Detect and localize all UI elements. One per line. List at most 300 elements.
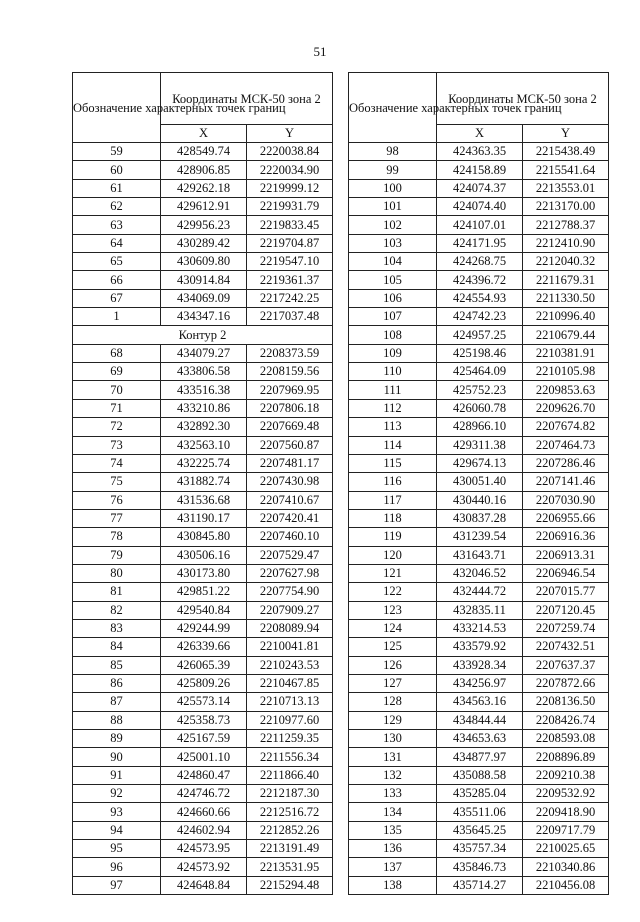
table-row bbox=[73, 748, 333, 766]
x-coordinate: 432046.52 bbox=[437, 564, 523, 582]
table-row bbox=[73, 546, 333, 564]
table-row bbox=[349, 821, 609, 839]
point-number: 77 bbox=[73, 509, 161, 527]
x-coordinate: 424268.75 bbox=[437, 253, 523, 271]
y-coordinate: 2217242.25 bbox=[247, 289, 333, 307]
y-coordinate: 2212788.37 bbox=[523, 216, 609, 234]
point-number: 82 bbox=[73, 601, 161, 619]
y-coordinate: 2207754.90 bbox=[247, 583, 333, 601]
header-y-label: Y bbox=[247, 125, 333, 143]
x-coordinate: 435511.06 bbox=[437, 803, 523, 821]
point-number: 98 bbox=[349, 143, 437, 161]
point-number: 125 bbox=[349, 638, 437, 656]
y-coordinate: 2207627.98 bbox=[247, 564, 333, 582]
point-number: 68 bbox=[73, 344, 161, 362]
point-number: 105 bbox=[349, 271, 437, 289]
y-coordinate: 2215294.48 bbox=[247, 876, 333, 894]
x-coordinate: 430914.84 bbox=[161, 271, 247, 289]
x-coordinate: 424363.35 bbox=[437, 143, 523, 161]
point-number: 85 bbox=[73, 656, 161, 674]
table-row bbox=[73, 473, 333, 491]
point-number: 116 bbox=[349, 473, 437, 491]
x-coordinate: 424107.01 bbox=[437, 216, 523, 234]
table-row bbox=[349, 143, 609, 161]
point-number: 95 bbox=[73, 840, 161, 858]
point-number: 126 bbox=[349, 656, 437, 674]
y-coordinate: 2207120.45 bbox=[523, 601, 609, 619]
point-number: 80 bbox=[73, 564, 161, 582]
y-coordinate: 2207430.98 bbox=[247, 473, 333, 491]
table-row bbox=[73, 583, 333, 601]
y-coordinate: 2210996.40 bbox=[523, 308, 609, 326]
table-row bbox=[73, 619, 333, 637]
table-row bbox=[349, 564, 609, 582]
table-row bbox=[73, 234, 333, 252]
x-coordinate: 433806.58 bbox=[161, 363, 247, 381]
x-coordinate: 424746.72 bbox=[161, 785, 247, 803]
y-coordinate: 2211330.50 bbox=[523, 289, 609, 307]
point-number: 73 bbox=[73, 436, 161, 454]
y-coordinate: 2207637.37 bbox=[523, 656, 609, 674]
point-number: 69 bbox=[73, 363, 161, 381]
point-number: 135 bbox=[349, 821, 437, 839]
x-coordinate: 425198.46 bbox=[437, 344, 523, 362]
point-number: 103 bbox=[349, 234, 437, 252]
x-coordinate: 424573.95 bbox=[161, 840, 247, 858]
y-coordinate: 2209853.63 bbox=[523, 381, 609, 399]
point-number: 109 bbox=[349, 344, 437, 362]
point-number: 114 bbox=[349, 436, 437, 454]
x-coordinate: 424648.84 bbox=[161, 876, 247, 894]
table-row bbox=[73, 491, 333, 509]
page-number: 51 bbox=[313, 44, 327, 59]
table-row bbox=[349, 234, 609, 252]
point-number: 121 bbox=[349, 564, 437, 582]
point-number: 66 bbox=[73, 271, 161, 289]
point-number: 136 bbox=[349, 840, 437, 858]
y-coordinate: 2209532.92 bbox=[523, 785, 609, 803]
x-coordinate: 424957.25 bbox=[437, 326, 523, 344]
y-coordinate: 2219833.45 bbox=[247, 216, 333, 234]
y-coordinate: 2208896.89 bbox=[523, 748, 609, 766]
y-coordinate: 2206913.31 bbox=[523, 546, 609, 564]
table-row bbox=[349, 454, 609, 472]
point-number: 70 bbox=[73, 381, 161, 399]
point-number: 65 bbox=[73, 253, 161, 271]
y-coordinate: 2208089.94 bbox=[247, 619, 333, 637]
point-number: 81 bbox=[73, 583, 161, 601]
x-coordinate: 429612.91 bbox=[161, 198, 247, 216]
y-coordinate: 2207872.66 bbox=[523, 674, 609, 692]
point-number: 110 bbox=[349, 363, 437, 381]
point-number: 72 bbox=[73, 418, 161, 436]
point-number: 131 bbox=[349, 748, 437, 766]
x-coordinate: 435285.04 bbox=[437, 785, 523, 803]
y-coordinate: 2211556.34 bbox=[247, 748, 333, 766]
point-number: 61 bbox=[73, 179, 161, 197]
table-body-right bbox=[349, 143, 609, 895]
y-coordinate: 2210977.60 bbox=[247, 711, 333, 729]
x-coordinate: 432835.11 bbox=[437, 601, 523, 619]
point-number: 115 bbox=[349, 454, 437, 472]
table-row bbox=[349, 730, 609, 748]
header-coords-label: Координаты МСК-50 зона 2 bbox=[437, 73, 609, 125]
header-point-label: Обозначение характерных точек границ bbox=[73, 73, 161, 143]
x-coordinate: 435846.73 bbox=[437, 858, 523, 876]
table-row bbox=[349, 308, 609, 326]
table-row bbox=[73, 198, 333, 216]
point-number: 97 bbox=[73, 876, 161, 894]
x-coordinate: 430440.16 bbox=[437, 491, 523, 509]
table-row bbox=[349, 840, 609, 858]
header-coords-label: Координаты МСК-50 зона 2 bbox=[161, 73, 333, 125]
table-row bbox=[73, 674, 333, 692]
table-row bbox=[73, 509, 333, 527]
y-coordinate: 2210340.86 bbox=[523, 858, 609, 876]
point-number: 87 bbox=[73, 693, 161, 711]
x-coordinate: 425001.10 bbox=[161, 748, 247, 766]
x-coordinate: 431239.54 bbox=[437, 528, 523, 546]
table-row bbox=[73, 693, 333, 711]
x-coordinate: 435714.27 bbox=[437, 876, 523, 894]
point-number: 59 bbox=[73, 143, 161, 161]
y-coordinate: 2212516.72 bbox=[247, 803, 333, 821]
x-coordinate: 426339.66 bbox=[161, 638, 247, 656]
table-row bbox=[349, 583, 609, 601]
y-coordinate: 2210381.91 bbox=[523, 344, 609, 362]
x-coordinate: 424860.47 bbox=[161, 766, 247, 784]
y-coordinate: 2210025.65 bbox=[523, 840, 609, 858]
table-row bbox=[349, 509, 609, 527]
y-coordinate: 2219931.79 bbox=[247, 198, 333, 216]
y-coordinate: 2209210.38 bbox=[523, 766, 609, 784]
x-coordinate: 434256.97 bbox=[437, 674, 523, 692]
x-coordinate: 425573.14 bbox=[161, 693, 247, 711]
y-coordinate: 2207464.73 bbox=[523, 436, 609, 454]
point-number: 86 bbox=[73, 674, 161, 692]
table-row bbox=[73, 766, 333, 784]
point-number: 104 bbox=[349, 253, 437, 271]
table-row bbox=[349, 858, 609, 876]
table-row bbox=[349, 876, 609, 894]
x-coordinate: 432225.74 bbox=[161, 454, 247, 472]
point-number: 108 bbox=[349, 326, 437, 344]
y-coordinate: 2210456.08 bbox=[523, 876, 609, 894]
y-coordinate: 2208373.59 bbox=[247, 344, 333, 362]
table-row bbox=[349, 546, 609, 564]
point-number: 96 bbox=[73, 858, 161, 876]
point-number: 89 bbox=[73, 730, 161, 748]
header-y-label: Y bbox=[523, 125, 609, 143]
y-coordinate: 2211259.35 bbox=[247, 730, 333, 748]
y-coordinate: 2219704.87 bbox=[247, 234, 333, 252]
y-coordinate: 2207420.41 bbox=[247, 509, 333, 527]
y-coordinate: 2210467.85 bbox=[247, 674, 333, 692]
y-coordinate: 2219547.10 bbox=[247, 253, 333, 271]
x-coordinate: 435645.25 bbox=[437, 821, 523, 839]
y-coordinate: 2212040.32 bbox=[523, 253, 609, 271]
section-label: Контур 2 bbox=[73, 326, 333, 344]
y-coordinate: 2219361.37 bbox=[247, 271, 333, 289]
x-coordinate: 424660.66 bbox=[161, 803, 247, 821]
x-coordinate: 424573.92 bbox=[161, 858, 247, 876]
table-row bbox=[349, 289, 609, 307]
point-number: 117 bbox=[349, 491, 437, 509]
x-coordinate: 431882.74 bbox=[161, 473, 247, 491]
table-row bbox=[349, 326, 609, 344]
point-number: 79 bbox=[73, 546, 161, 564]
x-coordinate: 433210.86 bbox=[161, 399, 247, 417]
table-row bbox=[349, 179, 609, 197]
y-coordinate: 2212852.26 bbox=[247, 821, 333, 839]
point-number: 132 bbox=[349, 766, 437, 784]
table-row bbox=[73, 308, 333, 326]
table-row bbox=[73, 876, 333, 894]
x-coordinate: 424171.95 bbox=[437, 234, 523, 252]
point-number: 119 bbox=[349, 528, 437, 546]
y-coordinate: 2211679.31 bbox=[523, 271, 609, 289]
x-coordinate: 430609.80 bbox=[161, 253, 247, 271]
y-coordinate: 2220034.90 bbox=[247, 161, 333, 179]
section-row bbox=[73, 326, 333, 344]
table-row bbox=[349, 344, 609, 362]
x-coordinate: 433214.53 bbox=[437, 619, 523, 637]
x-coordinate: 434563.16 bbox=[437, 693, 523, 711]
y-coordinate: 2207669.48 bbox=[247, 418, 333, 436]
point-number: 76 bbox=[73, 491, 161, 509]
point-number: 133 bbox=[349, 785, 437, 803]
point-number: 107 bbox=[349, 308, 437, 326]
x-coordinate: 425464.09 bbox=[437, 363, 523, 381]
point-number: 124 bbox=[349, 619, 437, 637]
table-row bbox=[73, 418, 333, 436]
x-coordinate: 433928.34 bbox=[437, 656, 523, 674]
table-row bbox=[349, 363, 609, 381]
x-coordinate: 434347.16 bbox=[161, 308, 247, 326]
header-point-label: Обозначение характерных точек границ bbox=[349, 73, 437, 143]
point-number: 118 bbox=[349, 509, 437, 527]
table-row bbox=[73, 564, 333, 582]
point-number: 134 bbox=[349, 803, 437, 821]
point-number: 130 bbox=[349, 730, 437, 748]
x-coordinate: 426065.39 bbox=[161, 656, 247, 674]
point-number: 106 bbox=[349, 289, 437, 307]
y-coordinate: 2206916.36 bbox=[523, 528, 609, 546]
table-row bbox=[73, 528, 333, 546]
x-coordinate: 430837.28 bbox=[437, 509, 523, 527]
table-row bbox=[73, 840, 333, 858]
x-coordinate: 429244.99 bbox=[161, 619, 247, 637]
x-coordinate: 424074.37 bbox=[437, 179, 523, 197]
table-row bbox=[73, 803, 333, 821]
point-number: 120 bbox=[349, 546, 437, 564]
y-coordinate: 2209717.79 bbox=[523, 821, 609, 839]
y-coordinate: 2207969.95 bbox=[247, 381, 333, 399]
table-row bbox=[73, 454, 333, 472]
x-coordinate: 424396.72 bbox=[437, 271, 523, 289]
table-row bbox=[349, 674, 609, 692]
table-row bbox=[349, 253, 609, 271]
x-coordinate: 424074.40 bbox=[437, 198, 523, 216]
y-coordinate: 2207674.82 bbox=[523, 418, 609, 436]
table-row bbox=[349, 803, 609, 821]
x-coordinate: 430173.80 bbox=[161, 564, 247, 582]
point-number: 92 bbox=[73, 785, 161, 803]
x-coordinate: 435757.34 bbox=[437, 840, 523, 858]
y-coordinate: 2207015.77 bbox=[523, 583, 609, 601]
x-coordinate: 431190.17 bbox=[161, 509, 247, 527]
table-row bbox=[349, 161, 609, 179]
y-coordinate: 2210679.44 bbox=[523, 326, 609, 344]
table-row bbox=[73, 216, 333, 234]
y-coordinate: 2206955.66 bbox=[523, 509, 609, 527]
x-coordinate: 434653.63 bbox=[437, 730, 523, 748]
y-coordinate: 2210105.98 bbox=[523, 363, 609, 381]
y-coordinate: 2207909.27 bbox=[247, 601, 333, 619]
y-coordinate: 2219999.12 bbox=[247, 179, 333, 197]
table-row bbox=[349, 785, 609, 803]
table-row bbox=[73, 161, 333, 179]
table-row bbox=[73, 289, 333, 307]
point-number: 112 bbox=[349, 399, 437, 417]
table-row bbox=[73, 711, 333, 729]
point-number: 74 bbox=[73, 454, 161, 472]
y-coordinate: 2207410.67 bbox=[247, 491, 333, 509]
x-coordinate: 424742.23 bbox=[437, 308, 523, 326]
point-number: 138 bbox=[349, 876, 437, 894]
table-row bbox=[349, 271, 609, 289]
point-number: 64 bbox=[73, 234, 161, 252]
point-number: 78 bbox=[73, 528, 161, 546]
x-coordinate: 432563.10 bbox=[161, 436, 247, 454]
x-coordinate: 425167.59 bbox=[161, 730, 247, 748]
coordinates-table-left bbox=[72, 72, 333, 895]
x-coordinate: 426060.78 bbox=[437, 399, 523, 417]
point-number: 90 bbox=[73, 748, 161, 766]
y-coordinate: 2208136.50 bbox=[523, 693, 609, 711]
y-coordinate: 2208593.08 bbox=[523, 730, 609, 748]
table-row bbox=[349, 656, 609, 674]
y-coordinate: 2207481.17 bbox=[247, 454, 333, 472]
x-coordinate: 425752.23 bbox=[437, 381, 523, 399]
x-coordinate: 430051.40 bbox=[437, 473, 523, 491]
y-coordinate: 2206946.54 bbox=[523, 564, 609, 582]
point-number: 129 bbox=[349, 711, 437, 729]
table-row bbox=[349, 491, 609, 509]
point-number: 84 bbox=[73, 638, 161, 656]
table-row bbox=[349, 766, 609, 784]
y-coordinate: 2207529.47 bbox=[247, 546, 333, 564]
table-row bbox=[73, 858, 333, 876]
y-coordinate: 2210243.53 bbox=[247, 656, 333, 674]
x-coordinate: 429262.18 bbox=[161, 179, 247, 197]
x-coordinate: 435088.58 bbox=[437, 766, 523, 784]
table-row bbox=[73, 730, 333, 748]
y-coordinate: 2207259.74 bbox=[523, 619, 609, 637]
table-row bbox=[73, 179, 333, 197]
x-coordinate: 429674.13 bbox=[437, 454, 523, 472]
table-row bbox=[349, 198, 609, 216]
x-coordinate: 430506.16 bbox=[161, 546, 247, 564]
point-number: 83 bbox=[73, 619, 161, 637]
y-coordinate: 2210041.81 bbox=[247, 638, 333, 656]
x-coordinate: 432892.30 bbox=[161, 418, 247, 436]
point-number: 88 bbox=[73, 711, 161, 729]
y-coordinate: 2213531.95 bbox=[247, 858, 333, 876]
x-coordinate: 428906.85 bbox=[161, 161, 247, 179]
point-number: 128 bbox=[349, 693, 437, 711]
table-row bbox=[73, 785, 333, 803]
x-coordinate: 428549.74 bbox=[161, 143, 247, 161]
table-row bbox=[349, 216, 609, 234]
table-row bbox=[349, 693, 609, 711]
table-row bbox=[349, 399, 609, 417]
point-number: 94 bbox=[73, 821, 161, 839]
x-coordinate: 429851.22 bbox=[161, 583, 247, 601]
x-coordinate: 433579.92 bbox=[437, 638, 523, 656]
point-number: 113 bbox=[349, 418, 437, 436]
table-row bbox=[73, 253, 333, 271]
y-coordinate: 2207560.87 bbox=[247, 436, 333, 454]
x-coordinate: 424602.94 bbox=[161, 821, 247, 839]
point-number: 63 bbox=[73, 216, 161, 234]
table-row bbox=[73, 601, 333, 619]
x-coordinate: 431536.68 bbox=[161, 491, 247, 509]
x-coordinate: 430289.42 bbox=[161, 234, 247, 252]
table-row bbox=[349, 473, 609, 491]
table-row bbox=[73, 344, 333, 362]
table-row bbox=[349, 381, 609, 399]
table-row bbox=[73, 399, 333, 417]
y-coordinate: 2220038.84 bbox=[247, 143, 333, 161]
table-row bbox=[73, 363, 333, 381]
y-coordinate: 2207432.51 bbox=[523, 638, 609, 656]
point-number: 102 bbox=[349, 216, 437, 234]
coordinates-table-right bbox=[348, 72, 609, 895]
table-row bbox=[349, 418, 609, 436]
table-row bbox=[73, 638, 333, 656]
header-x-label: X bbox=[437, 125, 523, 143]
point-number: 101 bbox=[349, 198, 437, 216]
x-coordinate: 434069.09 bbox=[161, 289, 247, 307]
y-coordinate: 2211866.40 bbox=[247, 766, 333, 784]
y-coordinate: 2213191.49 bbox=[247, 840, 333, 858]
table-row bbox=[349, 436, 609, 454]
table-row bbox=[349, 601, 609, 619]
y-coordinate: 2210713.13 bbox=[247, 693, 333, 711]
y-coordinate: 2209418.90 bbox=[523, 803, 609, 821]
point-number: 122 bbox=[349, 583, 437, 601]
table-row bbox=[73, 436, 333, 454]
y-coordinate: 2215541.64 bbox=[523, 161, 609, 179]
x-coordinate: 432444.72 bbox=[437, 583, 523, 601]
y-coordinate: 2208159.56 bbox=[247, 363, 333, 381]
y-coordinate: 2212410.90 bbox=[523, 234, 609, 252]
table-row bbox=[73, 271, 333, 289]
y-coordinate: 2209626.70 bbox=[523, 399, 609, 417]
table-body-left bbox=[73, 143, 333, 895]
point-number: 71 bbox=[73, 399, 161, 417]
point-number: 111 bbox=[349, 381, 437, 399]
x-coordinate: 424158.89 bbox=[437, 161, 523, 179]
point-number: 91 bbox=[73, 766, 161, 784]
point-number: 62 bbox=[73, 198, 161, 216]
table-row bbox=[349, 528, 609, 546]
point-number: 67 bbox=[73, 289, 161, 307]
point-number: 1 bbox=[73, 308, 161, 326]
point-number: 93 bbox=[73, 803, 161, 821]
point-number: 137 bbox=[349, 858, 437, 876]
